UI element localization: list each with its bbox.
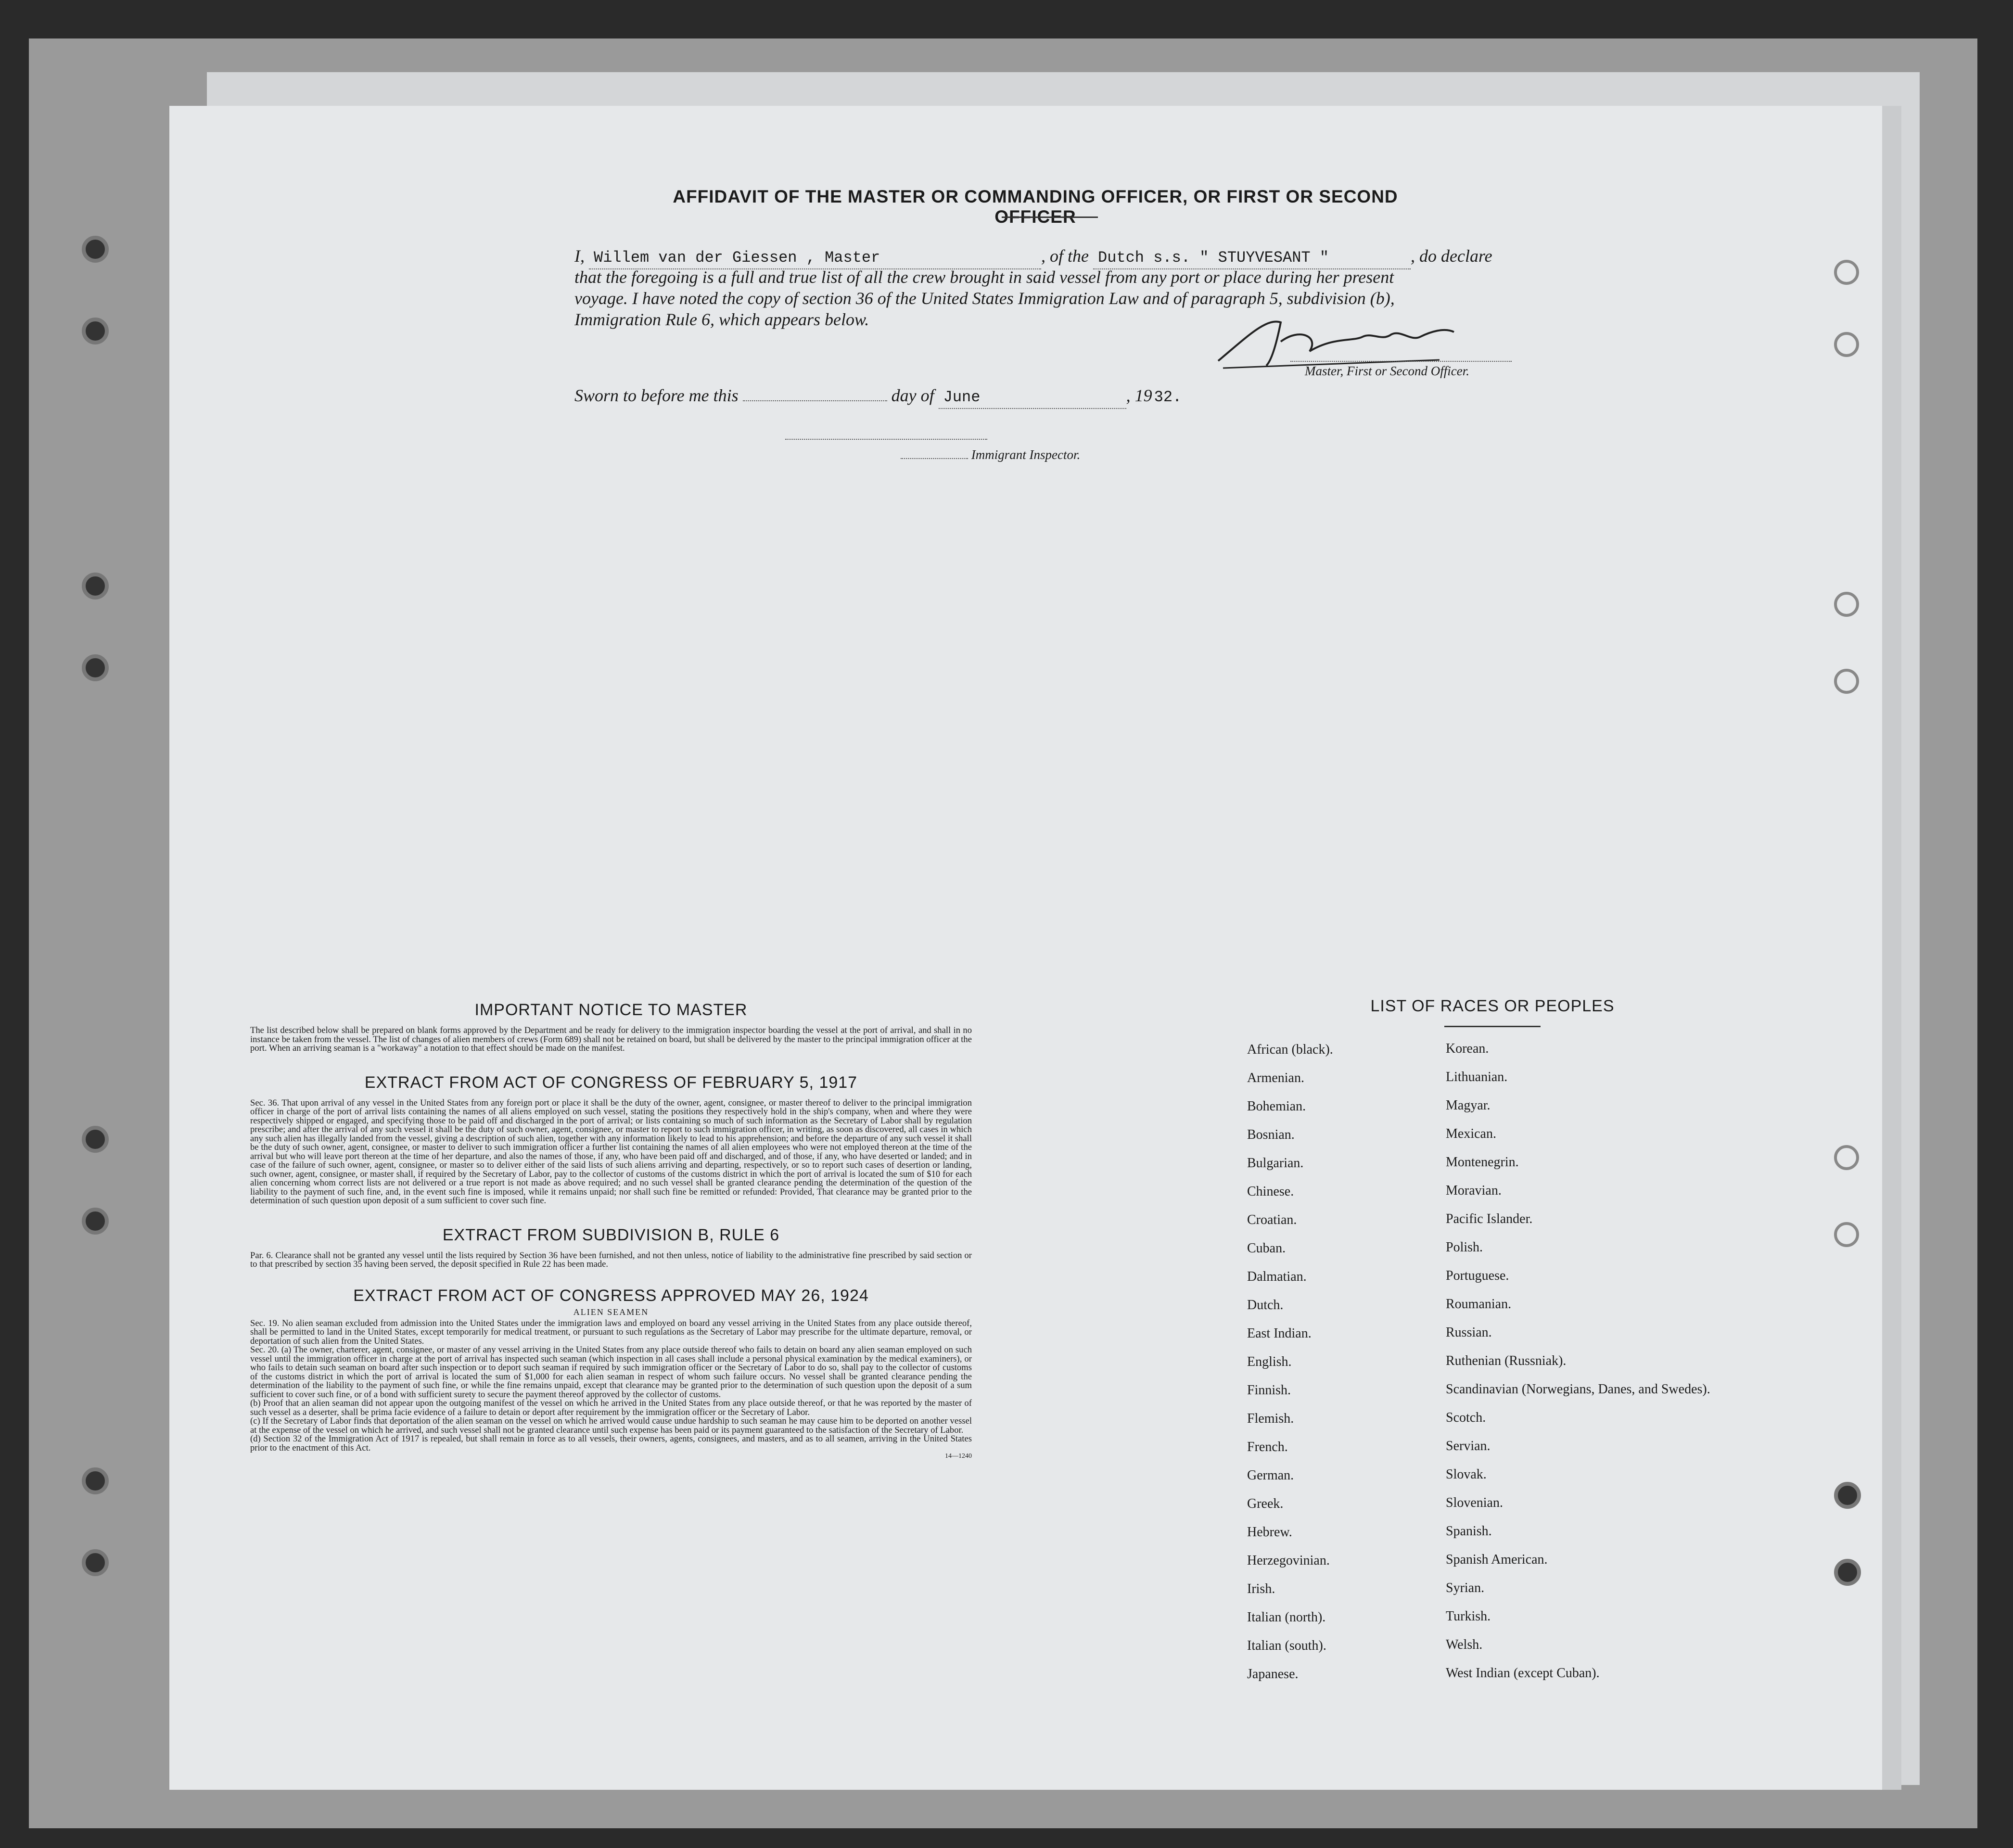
sworn-month-field: June bbox=[939, 387, 1126, 409]
notice-text: The list described below shall be prepared on blank forms approved by the Department and be ready for delivery to the immigration inspector boarding the vessel at the port of arrival, and shall in no instance be taken from the vessel. The list of changes of alien members of crews (Form 689) shall not be retained on board, but shall be delivered by the master to the principal immigration officer at the port. When an arriving seaman is a "workaway" a notation to that effect should be made on the manifest. bbox=[250, 1025, 972, 1053]
decl-post: , do declare bbox=[1410, 246, 1492, 266]
race-entry-left: Dalmatian. bbox=[1247, 1269, 1307, 1284]
race-entry-right: Mexican. bbox=[1446, 1126, 1496, 1141]
race-row bbox=[1247, 1383, 1873, 1411]
race-row bbox=[1247, 1411, 1873, 1440]
sworn-day-label: day of bbox=[891, 386, 934, 405]
print-code: 14—1240 bbox=[945, 1453, 972, 1460]
races-title: LIST OF RACES OR PEOPLES bbox=[1370, 997, 1615, 1015]
race-entry-left: Chinese. bbox=[1247, 1184, 1294, 1199]
race-entry-right: Portuguese. bbox=[1446, 1268, 1509, 1283]
extract-rule6-text: Par. 6. Clearance shall not be granted any vessel until the lists required by Section 36 have been furnished, and not then unless, notice of liability to the administrative fine prescribed by said section or to that prescribed by section 35 having been served, the deposit specified in Rule 22 has been made. bbox=[250, 1250, 972, 1269]
race-row bbox=[1247, 1156, 1873, 1184]
race-entry-left: Italian (south). bbox=[1247, 1638, 1326, 1653]
race-row bbox=[1247, 1553, 1873, 1581]
race-entry-left: Italian (north). bbox=[1247, 1610, 1326, 1625]
race-row bbox=[1247, 1298, 1873, 1326]
extract-1924-sec20a: Sec. 20. (a) The owner, charterer, agent, consignee, or master of any vessel arriving in the United States from any place outside thereof who fails to detain on board any alien seaman employed on such vessel until the immigration officer in charge at the port of arrival has inspected such seaman (which inspection in all cases shall include a personal physical examination by the medical examiners), or who fails to detain such seaman on board after such inspection or to deport such seaman if required by such immigration officer or the Secretary of Labor to do so, shall pay to the collector of customs of the customs district in which the port of arrival is located the sum of $1,000 for each alien seaman in respect of whom such failure occurs. No vessel shall be granted clearance pending the determination of the liability to the payment of such fine, or while the fine remains unpaid, except that clearance may be granted prior to the determination of such question upon the deposit of a sum sufficient to cover such fine, or of a bond with sufficient surety to secure the payment thereof approved by the collector of customs. bbox=[250, 1345, 972, 1400]
race-row bbox=[1247, 1581, 1873, 1610]
extract-1917-text: Sec. 36. That upon arrival of any vessel in the United States from any foreign port or place it shall be the duty of the owner, agent, consignee, or master thereof to deliver to the principal immigration officer in charge of the port of arrival lists containing the names of all aliens employed on such vessel, stating the positions they respectively hold in the ship's company, when and where they were respectively shipped or engaged, and specifying those to be paid off and discharged in the port of arrival; or lists containing so much of such information as the Secretary of Labor shall by regulation prescribe; and after the arrival of any such vessel it shall be the duty of such owner, agent, consignee, or master to report to such immigration officer, in writing, as soon as discovered, all cases in which any such alien has illegally landed from the vessel, giving a description of such alien, together with any information likely to lead to his apprehension; and before the departure of any such vessel it shall be the duty of such owner, agent, consignee, or master to deliver to such immigration officer a further list containing the names of all alien employees who were not employed thereon at the time of the arrival but who will leave port thereon at the time of her departure, and also the names of those, if any, who have been paid off and discharged, and of those, if any, who have deserted or landed; and in case of the failure of such owner, agent, consignee, or master so to deliver either of the said lists of such aliens arriving and departing, respectively, or so to report such cases of desertion or landing, such owner, agent, consignee, or master shall, if required by the Secretary of Labor, pay to the collector of customs of the customs district in which the port of arrival is located the sum of $10 for each alien concerning whom correct lists are not delivered or a true report is not made as above required; and no such vessel shall be granted clearance pending the determination of the question of the liability to the payment of such fine, and, in the event such fine is imposed, while it remains unpaid; nor shall such fine be remitted or refunded: Provided, That clearance may be granted prior to the determination of such question upon deposit of a sum sufficient to cover such fine. bbox=[250, 1097, 972, 1206]
decl-pre: I, bbox=[574, 246, 585, 266]
binder-hole bbox=[82, 1467, 109, 1494]
race-row bbox=[1247, 1468, 1873, 1496]
race-entry-left: Dutch. bbox=[1247, 1298, 1284, 1313]
race-row bbox=[1247, 1269, 1873, 1298]
race-entry-right: Pacific Islander. bbox=[1446, 1211, 1533, 1226]
decl-mid: , of the bbox=[1041, 246, 1089, 266]
inspector-label bbox=[901, 447, 1080, 462]
punch-hole bbox=[1834, 669, 1859, 694]
sworn-year-field: 32. bbox=[1154, 388, 1182, 406]
race-entry-left: Finnish. bbox=[1247, 1383, 1291, 1398]
sworn-pre: Sworn to before me this bbox=[574, 386, 739, 405]
signature-line bbox=[1290, 361, 1512, 362]
race-entry-right: Magyar. bbox=[1446, 1098, 1491, 1113]
race-entry-right: Turkish. bbox=[1446, 1609, 1491, 1624]
extract-1924-sec20b: (b) Proof that an alien seaman did not appear upon the outgoing manifest of the vessel on which he arrived in the United States from any place outside thereof, or that he was reported by the master of such vessel as a deserter, shall be prima facie evidence of a failure to detain or deport after requirement by the immigration officer or the Secretary of Labor. bbox=[250, 1398, 972, 1417]
race-entry-left: Bulgarian. bbox=[1247, 1156, 1304, 1171]
race-entry-right: Servian. bbox=[1446, 1439, 1491, 1453]
race-entry-right: Ruthenian (Russniak). bbox=[1446, 1353, 1567, 1368]
race-entry-right: Scotch. bbox=[1446, 1410, 1486, 1425]
title-rule bbox=[1002, 217, 1098, 218]
affidavit-line-4: Immigration Rule 6, which appears below. bbox=[574, 310, 869, 329]
race-entry-right: Scandinavian (Norwegians, Danes, and Swedes). bbox=[1446, 1382, 1710, 1397]
binder-hole bbox=[82, 654, 109, 681]
races-title-rule bbox=[1444, 1026, 1541, 1027]
race-entry-left: Japanese. bbox=[1247, 1667, 1299, 1682]
race-entry-right: Montenegrin. bbox=[1446, 1155, 1519, 1170]
punch-hole bbox=[1834, 260, 1859, 285]
race-entry-left: Bohemian. bbox=[1247, 1099, 1306, 1114]
race-entry-left: Armenian. bbox=[1247, 1071, 1304, 1085]
binder-hole bbox=[82, 318, 109, 344]
affidavit-line-1 bbox=[574, 245, 1720, 269]
master-name-field: Willem van der Giessen , Master bbox=[589, 247, 1041, 269]
inspector-fill bbox=[901, 458, 968, 459]
race-entry-left: Bosnian. bbox=[1247, 1127, 1295, 1142]
race-entry-left: Croatian. bbox=[1247, 1212, 1297, 1227]
race-entry-right: Lithuanian. bbox=[1446, 1070, 1508, 1084]
sworn-year-prefix: , 19 bbox=[1126, 386, 1152, 405]
extract-1924-sec20c: (c) If the Secretary of Labor finds that deportation of the alien seaman on the vessel on which he arrived would cause undue hardship to such seaman he may cause him to be deported on another vessel at the expense of the vessel on which he arrived, and such vessel shall not be granted clearance until such expense has been paid or its payment guaranteed to the satisfaction of the Secretary of Labor. bbox=[250, 1416, 972, 1435]
affidavit-line-3: voyage. I have noted the copy of section 36 of the United States Immigration Law and of paragraph 5, subdivision (b), bbox=[574, 289, 1395, 308]
binder-hole bbox=[82, 1208, 109, 1235]
race-entry-left: Cuban. bbox=[1247, 1241, 1286, 1256]
extract-1924-subtitle: ALIEN SEAMEN bbox=[573, 1307, 649, 1317]
race-row bbox=[1247, 1184, 1873, 1212]
race-entry-left: French. bbox=[1247, 1440, 1288, 1454]
race-entry-left: Hebrew. bbox=[1247, 1525, 1292, 1540]
binder-hole bbox=[82, 1549, 109, 1576]
race-entry-left: African (black). bbox=[1247, 1042, 1333, 1057]
race-row bbox=[1247, 1071, 1873, 1099]
race-row bbox=[1247, 1354, 1873, 1383]
affidavit-title: AFFIDAVIT OF THE MASTER OR COMMANDING OFFICER, OR FIRST OR SECOND OFFICER bbox=[673, 187, 1398, 227]
ship-name-field: Dutch s.s. " STUYVESANT " bbox=[1093, 247, 1411, 269]
extract-rule6-title: EXTRACT FROM SUBDIVISION B, RULE 6 bbox=[442, 1225, 780, 1244]
race-row bbox=[1247, 1042, 1873, 1071]
race-row bbox=[1247, 1496, 1873, 1525]
race-entry-left: Irish. bbox=[1247, 1581, 1275, 1596]
race-entry-right: Slovenian. bbox=[1446, 1495, 1503, 1510]
punch-hole bbox=[1834, 592, 1859, 617]
race-entry-right: Korean. bbox=[1446, 1041, 1489, 1056]
race-entry-left: Herzegovinian. bbox=[1247, 1553, 1330, 1568]
affidavit-line-2: that the foregoing is a full and true list of all the crew brought in said vessel from any port or place during her present bbox=[574, 268, 1394, 287]
race-row bbox=[1247, 1326, 1873, 1354]
race-entry-left: English. bbox=[1247, 1354, 1292, 1369]
race-entry-left: German. bbox=[1247, 1468, 1294, 1483]
race-row bbox=[1247, 1212, 1873, 1241]
extract-1924-sec19: Sec. 19. No alien seaman excluded from admission into the United States under the immigration laws and employed on board any vessel arriving in the United States from any place outside thereof, shall be permitted to land in the United States, except temporarily for medical treatment, or pursuant to such regulations as the Secretary of Labor may prescribe for the ultimate departure, removal, or deportation of such alien from the United States. bbox=[250, 1318, 972, 1346]
races-list bbox=[1247, 1042, 1873, 1695]
inspector-label-text: Immigrant Inspector. bbox=[971, 447, 1081, 462]
binder-hole bbox=[82, 236, 109, 263]
race-entry-left: Flemish. bbox=[1247, 1411, 1294, 1426]
race-entry-right: Syrian. bbox=[1446, 1580, 1485, 1595]
race-entry-left: East Indian. bbox=[1247, 1326, 1312, 1341]
extract-1917-title: EXTRACT FROM ACT OF CONGRESS OF FEBRUARY 5, 1917 bbox=[364, 1073, 858, 1092]
race-entry-right: Spanish. bbox=[1446, 1524, 1492, 1539]
race-row bbox=[1247, 1127, 1873, 1156]
race-entry-right: West Indian (except Cuban). bbox=[1446, 1666, 1600, 1681]
race-row bbox=[1247, 1525, 1873, 1553]
race-entry-left: Greek. bbox=[1247, 1496, 1284, 1511]
race-entry-right: Spanish American. bbox=[1446, 1552, 1548, 1567]
extract-1924-sec20d: (d) Section 32 of the Immigration Act of 1917 is repealed, but shall remain in force as to all vessels, their owners, agents, consignees, and masters, and as to all seamen, arriving in the United States prior to the enactment of this Act. bbox=[250, 1434, 972, 1453]
sworn-line bbox=[574, 385, 1720, 409]
race-row bbox=[1247, 1667, 1873, 1695]
notice-title: IMPORTANT NOTICE TO MASTER bbox=[474, 1001, 748, 1019]
race-row bbox=[1247, 1610, 1873, 1638]
binder-hole bbox=[82, 1126, 109, 1153]
page-edge-shadow bbox=[1882, 106, 1901, 1790]
notices-column bbox=[250, 1001, 972, 1460]
race-row bbox=[1247, 1241, 1873, 1269]
race-entry-right: Moravian. bbox=[1446, 1183, 1502, 1198]
race-entry-right: Roumanian. bbox=[1446, 1297, 1512, 1312]
race-row bbox=[1247, 1099, 1873, 1127]
inspector-signature-line bbox=[785, 439, 987, 440]
punch-hole bbox=[1834, 332, 1859, 357]
race-entry-right: Polish. bbox=[1446, 1240, 1483, 1255]
race-entry-right: Slovak. bbox=[1446, 1467, 1487, 1482]
binder-hole bbox=[82, 573, 109, 599]
extract-1924-title: EXTRACT FROM ACT OF CONGRESS APPROVED MAY 26, 1924 bbox=[353, 1286, 869, 1305]
sworn-day-field bbox=[743, 400, 887, 401]
manifest-page bbox=[169, 106, 1901, 1790]
signature-label: Master, First or Second Officer. bbox=[1305, 364, 1469, 378]
race-row bbox=[1247, 1638, 1873, 1667]
race-entry-right: Welsh. bbox=[1446, 1637, 1483, 1652]
race-entry-right: Russian. bbox=[1446, 1325, 1492, 1340]
race-row bbox=[1247, 1440, 1873, 1468]
